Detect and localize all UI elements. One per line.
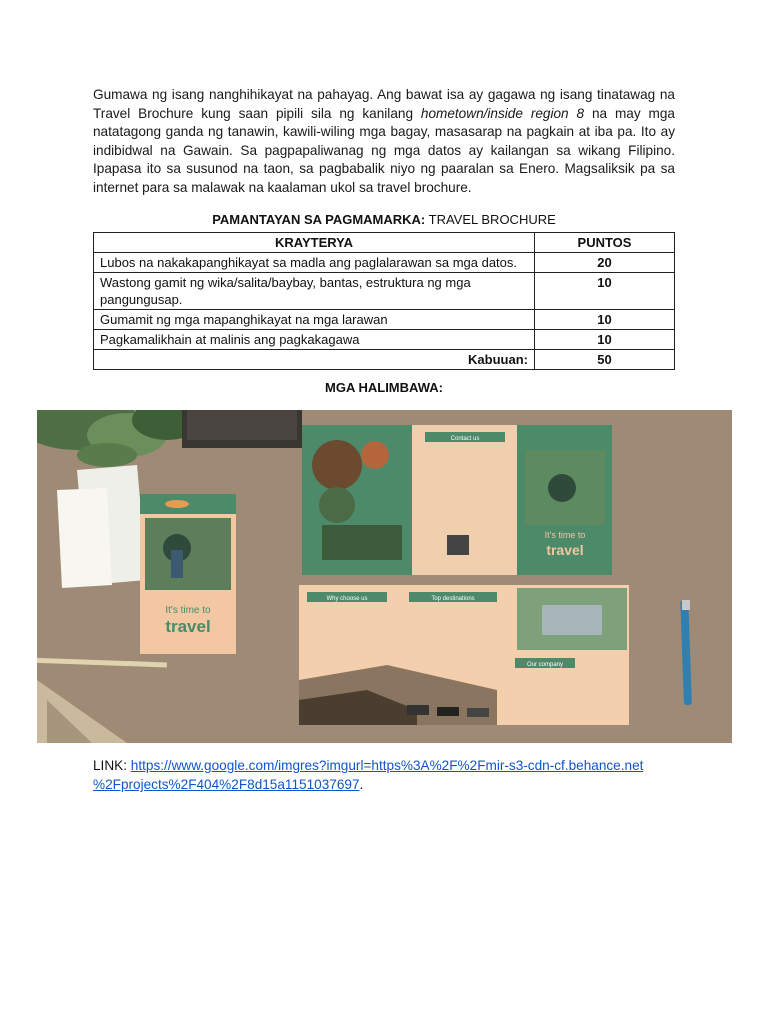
criteria-cell: Lubos na nakakapanghikayat sa madla ang paglalarawan sa mga datos.: [94, 253, 535, 273]
intro-text-1: Gumawa ng isang nanghihikayat na pahayag. Ang bawat isa ay gagawa ng isang tinatawag na Travel Brochure kung saan pipili sila ng kanilang: [93, 87, 675, 121]
points-cell: 10: [535, 273, 675, 310]
total-row: [94, 350, 675, 370]
rubric-table: [93, 232, 675, 370]
points-cell: 20: [535, 253, 675, 273]
open-brochure-headline-large: travel: [546, 542, 584, 558]
brochure-headline-large: travel: [165, 617, 211, 636]
contact-panel-title: Contact us: [450, 436, 480, 442]
top-destinations-title: Top destinations: [431, 596, 475, 602]
rubric-header-row: [94, 233, 675, 253]
criteria-cell: Gumamit ng mga mapanghikayat na mga larawan: [94, 310, 535, 330]
link-line: [93, 756, 675, 794]
source-link-line-1: https://www.google.com/imgres?imgurl=https%3A%2F%2Fmir-s3-cdn-cf.behance.net: [130, 758, 644, 773]
examples-heading: MGA HALIMBAWA:: [325, 380, 443, 395]
intro-text-2: na may mga natatagong ganda ng tanawin, kawili-wiling mga bagay, masasarap na pagkain at iba pa. Ito ay indibidwal na Gawain. Sa pagpapaliwanag ng mga datos ay kailangan sa wikang Filipino. Ipapasa ito sa susunod na taon, sa pagbabalik niyo ng paaralan sa Enero. Magsaliksik pa sa internet para sa malawak na kaalaman ukol sa travel brochure.: [93, 105, 675, 195]
intro-italic-text: hometown/inside region 8: [420, 105, 585, 121]
criteria-header: KRAYTERYA: [94, 233, 535, 253]
rubric-title-bold: PAMANTAYAN SA PAGMAMARKA:: [212, 212, 426, 227]
intro-paragraph: [93, 86, 675, 198]
source-link-line-2: %2Fprojects%2F404%2F8d15a1151037697: [93, 777, 360, 792]
table-row: [94, 310, 675, 330]
brochure-photo-illustration: [37, 410, 732, 743]
rubric-title: [93, 212, 675, 227]
link-trailing-period: .: [359, 777, 364, 792]
criteria-cell: Wastong gamit ng wika/salita/baybay, bantas, estruktura ng mga pangungusap.: [94, 273, 535, 310]
points-header: PUNTOS: [535, 233, 675, 253]
example-brochure-photo: [37, 410, 732, 743]
rubric-title-rest: TRAVEL BROCHURE: [425, 212, 556, 227]
criteria-cell: Pagkamalikhain at malinis ang pagkakagawa: [94, 330, 535, 350]
total-points: 50: [535, 350, 675, 370]
link-label: LINK:: [93, 758, 131, 773]
open-brochure-back: [302, 425, 612, 575]
table-row: [94, 253, 675, 273]
folded-brochure: [140, 494, 236, 654]
why-panel-title: Why choose us: [326, 596, 368, 602]
table-row: [94, 273, 675, 310]
open-brochure-headline-small: It's time to: [544, 530, 586, 540]
points-cell: 10: [535, 330, 675, 350]
source-link[interactable]: [93, 758, 643, 792]
our-company-title: Our company: [526, 662, 564, 668]
total-label: Kabuuan:: [94, 350, 535, 370]
points-cell: 10: [535, 310, 675, 330]
open-brochure-front: [299, 585, 629, 725]
brochure-headline-small: It's time to: [165, 605, 211, 616]
table-row: [94, 330, 675, 350]
